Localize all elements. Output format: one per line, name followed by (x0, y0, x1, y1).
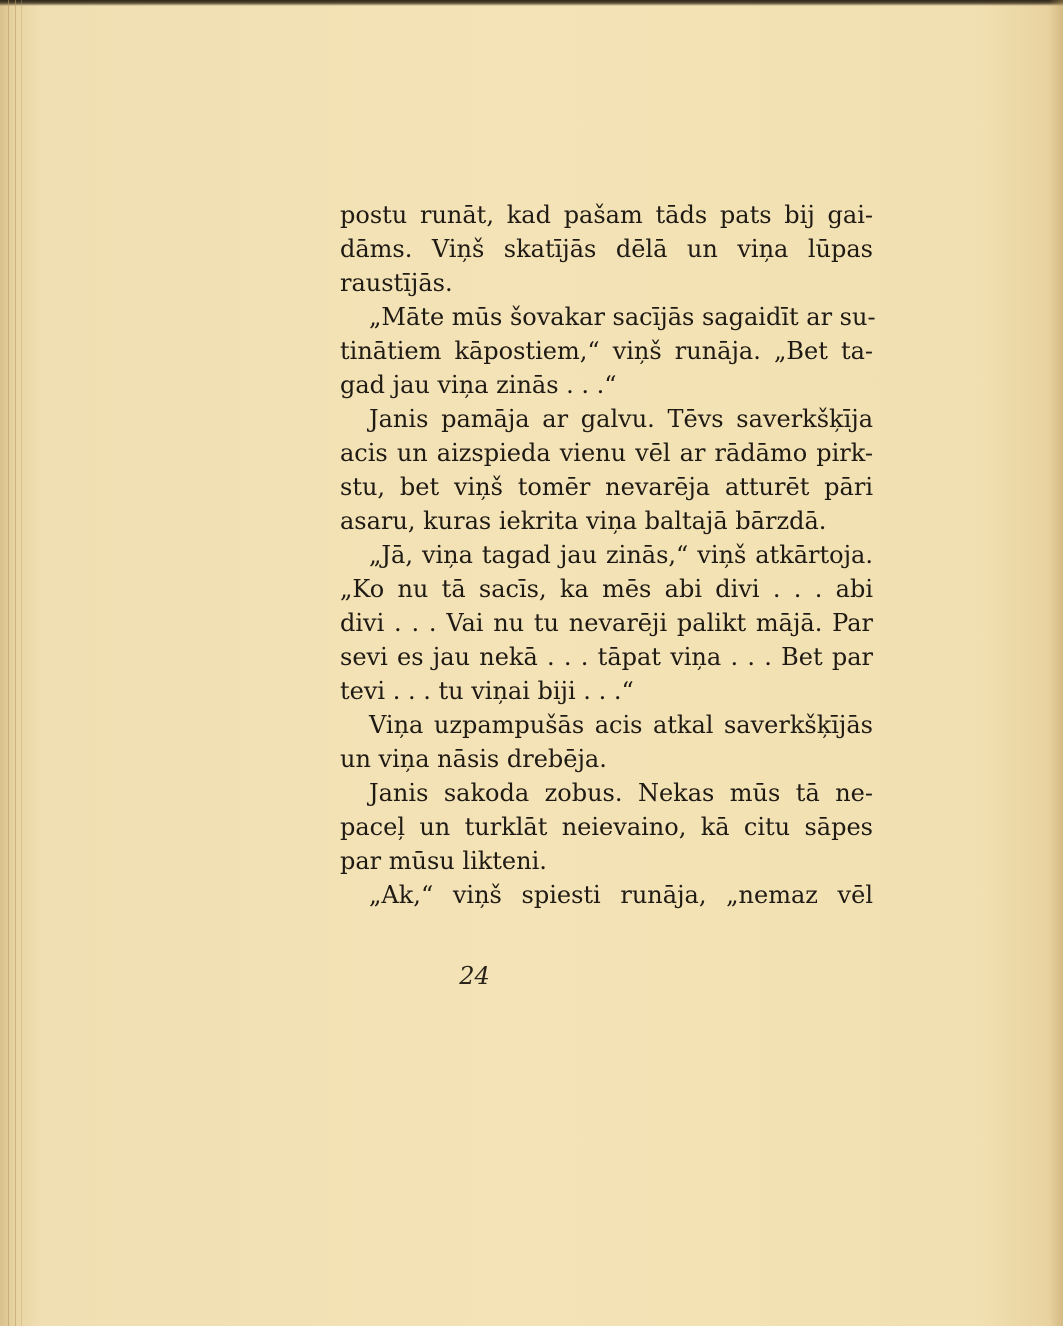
text-line: un viņa nāsis drebēja. (340, 745, 607, 773)
text-line: „Ko nu tā sacīs, ka mēs abi divi . . . abi (340, 575, 873, 603)
binding-line (21, 0, 22, 1326)
text-line: „Jā, viņa tagad jau zinās,“ viņš atkārtoja. (369, 541, 873, 569)
text-line: postu runāt, kad pašam tāds pats bij gai- (340, 201, 873, 229)
text-line: Viņa uzpampušās acis atkal saverkšķījās (369, 711, 873, 739)
binding-line (15, 0, 16, 1326)
body-text (340, 198, 876, 912)
page-number-wrap (0, 962, 1063, 990)
text-line: raustījās. (340, 269, 453, 297)
binding-line (8, 0, 9, 1326)
text-line: sevi es jau nekā . . . tāpat viņa . . . Bet par (340, 643, 873, 671)
text-line: paceļ un turklāt neievaino, kā citu sāpes (340, 813, 873, 841)
text-line: acis un aizspieda vienu vēl ar rādāmo pirk- (340, 439, 873, 467)
page-edge-shade (1049, 0, 1063, 1326)
text-line: gad jau viņa zinās . . .“ (340, 371, 617, 399)
text-line: Janis pamāja ar galvu. Tēvs saverkšķīja (369, 405, 873, 433)
page-number: 24 (459, 962, 490, 990)
text-line: par mūsu likteni. (340, 847, 547, 875)
text-line: divi . . . Vai nu tu nevarēji palikt mājā. Par (340, 609, 873, 637)
text-line: „Māte mūs šovakar sacījās sagaidīt ar su- (369, 303, 876, 331)
text-line: tinātiem kāpostiem,“ viņš runāja. „Bet ta- (340, 337, 873, 365)
text-line: stu, bet viņš tomēr nevarēja atturēt pāri (340, 473, 873, 501)
text-line: Janis sakoda zobus. Nekas mūs tā ne- (369, 779, 873, 807)
page-top-edge (0, 0, 1063, 6)
text-line: tevi . . . tu viņai biji . . .“ (340, 677, 634, 705)
text-line: asaru, kuras iekrita viņa baltajā bārzdā. (340, 507, 827, 535)
text-line: „Ak,“ viņš spiesti runāja, „nemaz vēl (369, 881, 873, 909)
text-line: dāms. Viņš skatījās dēlā un viņa lūpas (340, 235, 873, 263)
